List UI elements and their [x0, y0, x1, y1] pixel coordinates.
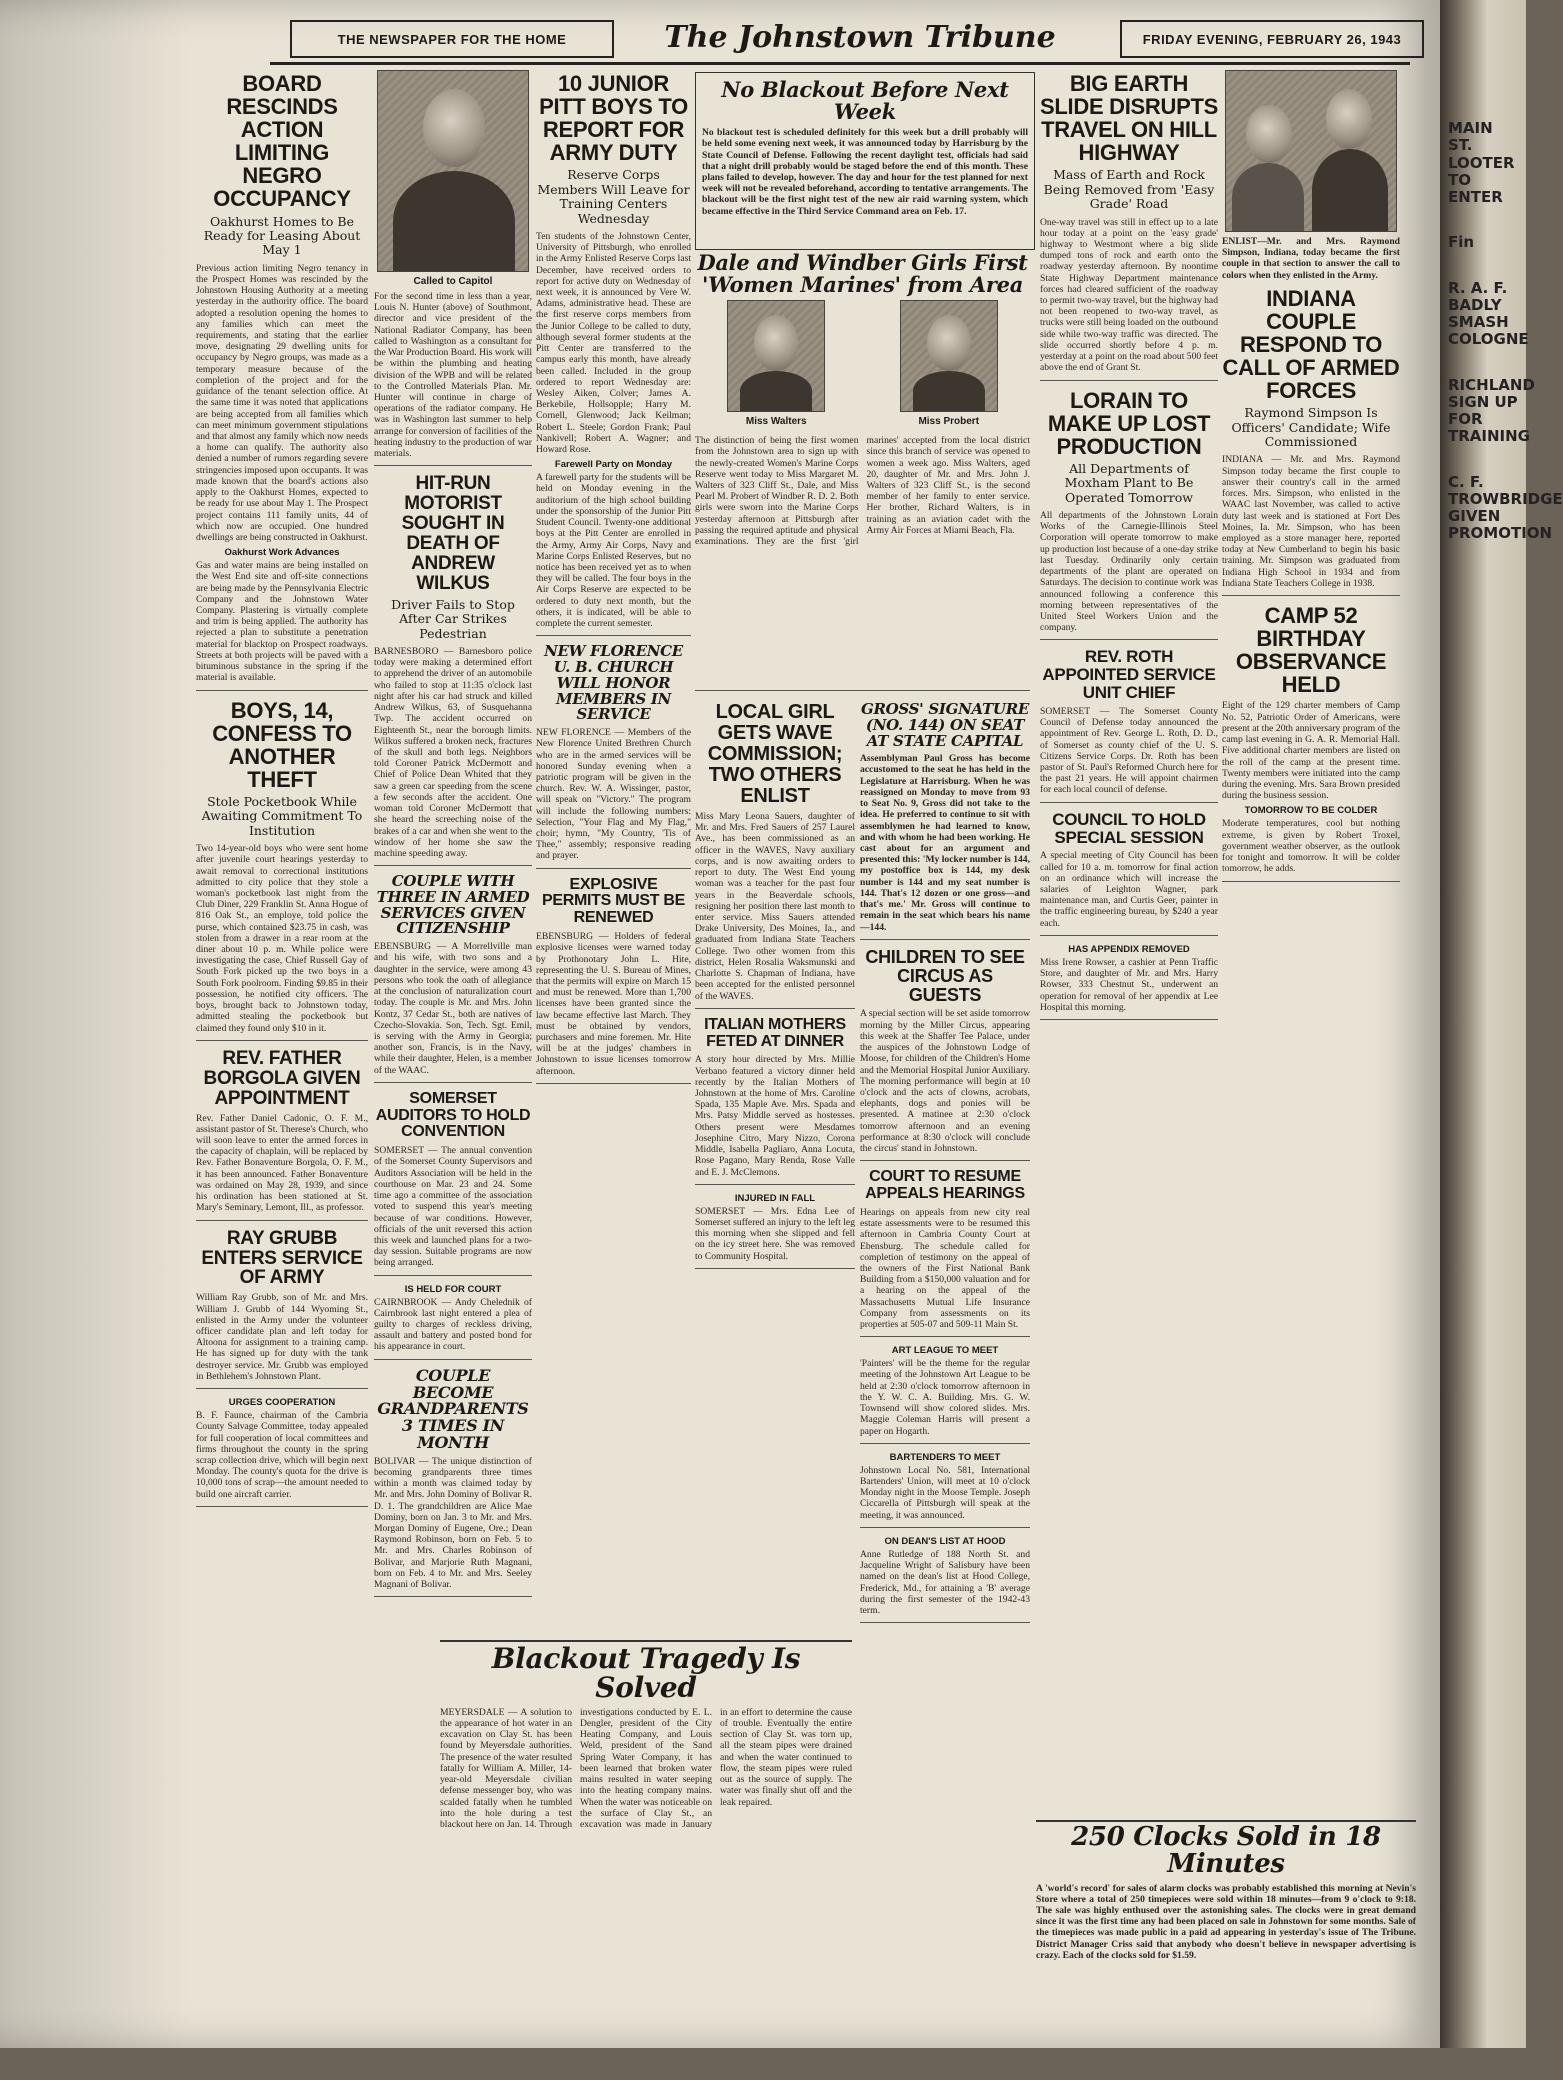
headline: ART LEAGUE TO MEET — [891, 1345, 999, 1357]
article-rev-roth — [1040, 648, 1218, 802]
article-body: A special meeting of City Council has been called for 10 a. m. tomorrow for final action on an ordinance which will increase the salaries of Leighton Wagner, park maintenance man, and Curtis Geer, painter in the traffic engineering bureau, by $240 a year each. — [1040, 850, 1218, 929]
article-body: BOLIVAR — The unique distinction of becoming grandparents three times within a month was claimed today by Mr. and Mrs. John Dominy of Bolivar R. D. 1. The grandchildren are Alice Mae Dominy, born on Jan. 3 to Mr. and Mrs. Morgan Dominy of Eugene, Ore.; Dean Raymond Robinson, born on Feb. 5 to Mr. and Mrs. Charles Robinson of Bolivar, and Marjorie Ruth Magnani, born on Feb. 4 to Mr. and Mrs. Seeley Magnani of Bolivar. — [374, 1455, 532, 1591]
headline: COUPLE BECOME GRANDPARENTS 3 TIMES IN MONTH — [377, 1365, 529, 1452]
article-body: EBENSBURG — A Morrellville man and his wife, with two sons and a daughter in the service, were among 43 persons who took the oath of allegiance at the conclusion of naturalization court today. The couple is Mr. and Mrs. John Kontz, 37 Cedar St., both are natives of Czecho-Slovakia. Son, Tech. Sgt. Emil, is serving with the Army in Georgia; another son, Francis, is in the Navy, while their daughter, Helen, is a member of the WAAC. — [374, 941, 532, 1076]
article-women-marines — [695, 250, 1030, 691]
article-circus — [860, 948, 1030, 1162]
article-body: CAIRNBROOK — Andy Chelednik of Cairnbrook last night entered a plea of guilty to charges of reckless driving, assault and battery and posted bond for his appearance in court. — [374, 1296, 532, 1353]
page-binding — [1440, 0, 1563, 2048]
headline: BARTENDERS TO MEET — [889, 1451, 1001, 1463]
article-body: Anne Rutledge of 188 North St. and Jacqueline Wright of Salisbury have been named on the dean's list at Hood College, Frederick, Md., for attaining a 'B' average during the first semester of the 1942-43 term. — [860, 1548, 1030, 1616]
article-deans-list — [860, 1536, 1030, 1623]
column-5-lower — [860, 700, 1030, 2080]
probert-head — [927, 315, 971, 371]
headline: COUNCIL TO HOLD SPECIAL SESSION — [1052, 809, 1206, 847]
headline: COURT TO RESUME APPEALS HEARINGS — [865, 1168, 1025, 1203]
deck: Driver Fails to Stop After Car Strikes Pedestrian — [391, 596, 515, 641]
masthead-rule — [270, 62, 1410, 65]
marines-photos — [695, 300, 1030, 431]
article-earth-slide — [1040, 72, 1218, 381]
headline: INDIANA COUPLE RESPOND TO CALL OF ARMED FORCES — [1222, 285, 1400, 404]
headline: BIG EARTH SLIDE DISRUPTS TRAVEL ON HILL HIGHWAY — [1040, 71, 1218, 166]
headline: Blackout Tragedy Is Solved — [491, 1642, 801, 1705]
article-body: Hearings on appeals from new city real estate assessments were to be resumed this afternoon in Cambria County Court at Ebensburg. The schedule called for completion of testimony on the appeal of the owners of the First National Bank Building from a $150,000 valuation and for a hearing on the appeal of the Massachusetts Mutual Life Insurance Company from assessments on its properties at 505-07 and 509-11 Main St. — [860, 1206, 1030, 1331]
headline: CHILDREN TO SEE CIRCUS AS GUESTS — [865, 946, 1025, 1005]
article-gross-signature — [860, 702, 1030, 940]
article-italian-mothers — [695, 1017, 855, 1185]
headline: NEW FLORENCE U. B. CHURCH WILL HONOR MEMBERS IN SERVICE — [544, 642, 683, 724]
headline: ITALIAN MOTHERS FETED AT DINNER — [704, 1015, 846, 1050]
headline: HAS APPENDIX REMOVED — [1068, 943, 1190, 955]
article-body: All departments of the Johnstown Lorain Works of the Carnegie-Illinois Steel Corporation will operate tomorrow to make up production lost because of a one-day strike last Tuesday. Ordinarily only certain departments of the plant are operated on Saturdays. The decision to continue work was announced following a conference this morning between representatives of the United Steel Workers Union and the company. — [1040, 509, 1218, 634]
photo-walters-wrap — [695, 300, 858, 431]
photo-probert-wrap — [868, 300, 1031, 431]
photo-caption: ENLIST—Mr. and Mrs. Raymond Simpson, Indiana, today became the first couple in that section to answer the call to colors when they enlisted in the Army. — [1222, 236, 1400, 281]
article-urges-cooperation — [196, 1397, 368, 1507]
article-body: A 'world's record' for sales of alarm clocks was probably established this morning at Nevin's Store where a total of 250 timepieces were sold within 18 minutes—from 9 o'clock to 9:18. The sale was highly enthused over the astonishing sales. The clocks were in great demand since it was the first time any had been placed on sale in Johnstown for some months. Sale of the timepieces was made public in a paid ad appearing in yesterday's issue of The Tribune. District Manager Criss said that anybody who doesn't believe in newspaper advertising is crazy. Each of the clocks sold for $1.59. — [1036, 1882, 1416, 1961]
article-wave-commission — [695, 702, 855, 1009]
article-boys-confess — [196, 699, 368, 1041]
article-hunter — [374, 291, 532, 466]
headline: IS HELD FOR COURT — [404, 1283, 502, 1295]
article-body: For the second time in less than a year, Louis N. Hunter (above) of Southmont, director and vice president of the National Radiator Company, has been called to Washington as a consultant for the War Production Board. His work will be within the plumbing and heating division of the WPB and will be related to the Controlled Materials Plan. Mr. Hunter will continue in charge of operations of the radiator company. He was in Washington last summer to help arrange for conversion of facilities of the heating industry to the production of war materials. — [374, 291, 532, 460]
adjacent-headline: C. F. TROWBRIDGE GIVEN PROMOTION — [1448, 472, 1563, 543]
article-body: William Ray Grubb, son of Mr. and Mrs. William J. Grubb of 144 Wyoming St., enlisted in the Army under the volunteer officer candidate plan and left today for Altoona for assignment to a training camp. He has signed up for duty with the tank destroyer service. Mr. Grubb was employed in Bethlehem's Johnstown Plant. — [196, 1292, 368, 1382]
headline: LOCAL GIRL GETS WAVE COMMISSION; TWO OTHERS ENLIST — [707, 701, 843, 807]
article-body: SOMERSET — The annual convention of the Somerset County Supervisors and Auditors Association will be held in the courthouse on Mar. 23 and 24. Some time ago a committee of the association voted to suspend this year's meeting because of war conditions. However, officials of the unit reversed this action this week and launched plans for a two-day session. Suitable programs are now being arranged. — [374, 1145, 532, 1269]
article-clocks — [1036, 1820, 1416, 2037]
simpson-husband-body — [1312, 149, 1388, 231]
article-art-league — [860, 1345, 1030, 1444]
article-ray-grubb — [196, 1229, 368, 1390]
article-blackout-tragedy — [440, 1640, 852, 2042]
simpson-photo — [1225, 70, 1397, 232]
article-body: SOMERSET — Mrs. Edna Lee of Somerset suffered an injury to the left leg this morning when she slipped and fell on the icy street here. She was removed to Community Hospital. — [695, 1205, 855, 1262]
photo-caption: Called to Capitol — [413, 276, 493, 287]
headline: CAMP 52 BIRTHDAY OBSERVANCE HELD — [1235, 603, 1387, 698]
portrait-head — [423, 89, 485, 167]
deck: Raymond Simpson Is Officers' Candidate; Wife Commissioned — [1231, 405, 1391, 450]
article-council — [1040, 811, 1218, 936]
article-body: Gas and water mains are being installed on the West End site and off-site connections are being made by the Pennsylvania Electric Company and the Johnstown Water Company. Plastering is virtually complete and trim is being applied. The authority has rejected a plan to substitute a penetration material for blacktop on Prospect roadways. Streets at both projects will be paved with a bituminous substance in the spring if the material is available. — [196, 560, 368, 684]
headline: Dale and Windber Girls First 'Women Marines' from Area — [697, 250, 1028, 298]
headline: REV. ROTH APPOINTED SERVICE UNIT CHIEF — [1042, 647, 1216, 703]
headline: BOYS, 14, CONFESS TO ANOTHER THEFT — [212, 697, 352, 792]
simpson-wife-head — [1246, 105, 1292, 163]
headline: COUPLE WITH THREE IN ARMED SERVICES GIVEN CITIZENSHIP — [376, 872, 530, 938]
article-appeals — [860, 1169, 1030, 1337]
column-7 — [1222, 70, 1400, 1800]
subhead: Farewell Party on Monday — [554, 459, 673, 471]
headline: GROSS' SIGNATURE (NO. 144) ON SEAT AT STATE CAPITAL — [860, 700, 1030, 750]
adjacent-headline: MAIN ST. LOOTER TO ENTER — [1448, 119, 1515, 206]
article-body: A story hour directed by Mrs. Millie Verbano featured a victory dinner held recently by the Italian Mothers of Johnstown at the home of Mrs. Caroline Spada, 135 Maple Ave. Mrs. Spada and Mrs. Patsy Middle served as hostesses. Others present were Mesdames Josephine Citro, Mary Nizzo, Corona Middle, Isabella Pagliaro, Anna Locuta, Rose Pagano, Mary Renda, Rose Valle and E. J. McClemons. — [695, 1054, 855, 1178]
article-body: Miss Mary Leona Sauers, daughter of Mr. and Mrs. Fred Sauers of 257 Laurel Ave., has been commissioned as an officer in the WAVES, Navy auxiliary corps, and is now awaiting orders to report to duty. The West End young woman was a teacher for the past four years in the Beaverdale schools, resigning her position there last month to enter service. Miss Sauers attended Drake University, Des Moines, Ia., and graduated from Indiana State Teachers College. Two other women from this district, Helen Rosalia Waksmunski and Charlotte S. Chapman of Indiana, have been accepted for the enlisted personnel of the WAVES. — [695, 811, 855, 1002]
article-body: Eight of the 129 charter members of Camp No. 52, Patriotic Order of Americans, were present at the 20th anniversary program of the camp last evening in G. A. R. Memorial Hall. Five additional charter members are listed on the roll of the camp at the present time. Twenty members were initiated into the camp during the evening. Mrs. Sara Brown presided during the business session. — [1222, 700, 1400, 802]
article-body: 'Painters' will be the theme for the regular meeting of the Johnstown Art League to be held at 2:30 o'clock tomorrow afternoon in the Y. W. C. A. Building. Mrs. G. W. Townsend will show colored slides. Mrs. Maggie Coleman Harris will present a paper on Hogarth. — [860, 1358, 1030, 1437]
portrait-suit — [393, 171, 515, 271]
article-lorain — [1040, 389, 1218, 641]
article-hit-run — [374, 474, 532, 866]
adjacent-headline: RICHLAND SIGN UP FOR TRAINING — [1448, 375, 1535, 446]
headline: BOARD RESCINDS ACTION LIMITING NEGRO OCCUPANCY — [213, 71, 351, 212]
article-pitt-boys — [536, 72, 691, 636]
article-body: Two 14-year-old boys who were sent home after juvenile court hearings yesterday to await removal to correctional institutions admitted to city police that they stole a woman's pocketbook last night from the Club Diner, 229 Franklin St. Anna Hogue of 816 Oak St., an employe, told police the purse, which contained $23.75 in cash, was stolen from a drawer in a rear room at the diner about 10 p. m. While police were investigating the case, Chief Russell Gay of South Fork picked up the two boys in a South Fork poolroom. Finding $9.85 in their possession, he notified city officers. The boys, brought back to Johnstown today, admitted stealing the pocketbook but claimed they found only $10 in it. — [196, 843, 368, 1034]
column-6 — [1040, 70, 1218, 1800]
deck: Stole Pocketbook While Awaiting Commitment To Institution — [201, 793, 363, 838]
article-body: The distinction of being the first women from the Johnstown area to sign up with the newly-created Women's Marine Corps Reserve went today to Miss Margaret M. Walters of 323 Cliff St., Dale, and Miss Pearl M. Probert of Windber R. D. 2. Both girls were sworn into the Marine Corps yesterday afternoon at Pittsburgh after passing the required aptitude and physical examinations. They are the first 'girl marines' accepted from the local district since this branch of service was opened to women a week ago. Miss Walters, aged 20, daughter of Mr. and Mrs. John J. Walters of 323 Cliff St., is the second member of her family to enter service. Her brother, Richard Walters, is in training as an aviation cadet with the Army Air Forces at Miami Beach, Fla. — [695, 435, 1030, 548]
article-explosive-permits — [536, 877, 691, 1084]
headline: URGES COOPERATION — [228, 1397, 336, 1409]
headline: EXPLOSIVE PERMITS MUST BE RENEWED — [541, 875, 686, 927]
article-body: INDIANA — Mr. and Mrs. Raymond Simpson today became the first couple to answer their country's call in the armed forces. Mrs. Simpson, who enlisted in the WAAC last November, was called to active duty last week and is stationed at Fort Des Moines, Ia. Mr. Simpson, who has been employed as a store manager here, reported today at New Cumberland to begin his basic training. Mr. Simpson was graduated from Indiana High School in 1934 and from Indiana State Teachers College in 1938. — [1222, 454, 1400, 589]
masthead-date: FRIDAY EVENING, FEBRUARY 26, 1943 — [1120, 20, 1424, 58]
article-body: Rev. Father Daniel Cadonic, O. F. M., assistant pastor of St. Therese's Church, who will soon leave to enter the armed forces in the capacity of chaplain, will be replaced by Rev. Father Bonaventure Borgola, O. F. M., it has been announced. Father Bonaventure was ordained on May 28, 1939, and since his ordination has been stationed at St. Mary's Seminary, Lemont, Ill., as professor. — [196, 1112, 368, 1214]
article-body: B. F. Faunce, chairman of the Cambria County Salvage Committee, today appealed for full cooperation of local committees and firms throughout the county in the spring scrap collection drive, which will begin next Monday. The county's quota for the drive is 10,000 tons of scrap—the amount needed to build one aircraft carrier. — [196, 1410, 368, 1500]
article-body: SOMERSET — The Somerset County Council of Defense today announced the appointment of Rev. George L. Roth, D. D., of Somerset as county chief of the U. S. Citizens Service Corps. Dr. Roth has been pastor of St. Paul's Reformed Church here for the past 21 years. He will appoint chairmen for each local council of defense. — [1040, 705, 1218, 796]
photo-walters — [727, 300, 825, 412]
deck: Oakhurst Homes to Be Ready for Leasing About May 1 — [203, 213, 361, 258]
article-body: Ten students of the Johnstown Center, University of Pittsburgh, who enrolled in the Army Enlisted Reserve Corps last December, have received orders to report for active duty on Wednesday of next week, it is announced by Vere W. Adams, administrative head. These are the first reserve corps members from the Junior College to be called to duty, although several former students at the Pitt Center are transferred to the campus early this month, have already been called. Included in the group ordered to report Wednesday are: Wesley Aiken, Colver; James A. Berkebile, Hollsopple; Harry M. Cornell, Glenwood; Jack Keilman; Robert L. Steele; Gordon Frank; Paul Nankivell; Robert A. Wagner; and Howard Rose. — [536, 230, 691, 456]
column-4-lower — [695, 700, 855, 1560]
article-body: BARNESBORO — Barnesboro police today were making a determined effort to apprehend the driver of an automobile who failed to stop at 11:35 o'clock last night after his car had struck and killed Andrew Wilkus, 63, of Susquehanna Twp. The accident occurred on Eighteenth St., near the borough limits. Wilkus suffered a broken neck, fractures of the skull and both legs. Neighbors told Coroner Patrick McDermott and Chief of Police Dean Whited that they saw a green car speeding from the scene a few seconds after the accident. One woman told Coroner McDermott that she heard the screeching noise of the brakes of a car and when she went to the window of her home she saw the machine speeding away. — [374, 646, 532, 859]
article-body: Previous action limiting Negro tenancy in the Prospect Homes was rescinded by the Johnstown Housing Authority at a meeting yesterday in the authority office. The board adopted a resolution opening the homes to any families which can meet the requirements, and stating that the earlier move, designating 29 dwelling units for occupancy by Negro groups, was made as a temporary measure because of the completion of the project and for the guidance of the tenant selection office. At the same time it was noted that applications are being accepted from all families which can meet minimum government stipulations and that almost any family which now needs a home can qualify. The authority also denied a number of rumors regarding severe stringencies imposed upon occupants. It was made known that the board's actions also apply to the Oakhurst Homes, expected to be ready for use about May 1. The Prospect project contains 111 family units, 44 of which now are occupied. One hundred dwellings are being constructed in Oakhurst. — [196, 262, 368, 543]
article-somerset-auditors — [374, 1091, 532, 1276]
headline: RAY GRUBB ENTERS SERVICE OF ARMY — [201, 1227, 363, 1289]
article-body: Assemblyman Paul Gross has become accustomed to the seat he has held in the Legislature at Harrisburg. When he was reassigned on Monday to move from 93 to Seat No. 9, Gross did not take to the idea. He preferred to continue to sit with assemblymen he had learned to know, and with whom he had been working. He cast about for an argument and presented this: 'My locker number is 144, my postoffice box is 144, my desk number is 144 and my seat number is 144. That's 12 dozen or one gross—and that's me.' Mr. Gross will continue to remain in the seat which bears his name—144. — [860, 753, 1030, 933]
headline: ON DEAN'S LIST AT HOOD — [884, 1535, 1006, 1547]
article-body: EBENSBURG — Holders of federal explosive licenses were warned today by Prothonotary John L. Hite, representing the U. S. Bureau of Mines, that the permits will expire on March 15 and must be renewed. More than 1,700 licenses have been granted since the law became effective last March. They must be obtained by vendors, purchasers and mine foremen. Mr. Hite will be at the judges' chambers in Johnstown to issue licenses tomorrow afternoon. — [536, 931, 691, 1077]
subhead: TOMORROW TO BE COLDER — [1244, 805, 1378, 817]
adjacent-headline: Fin — [1448, 233, 1475, 252]
page-shadow — [0, 0, 190, 2048]
column-3 — [536, 70, 691, 1630]
article-body: One-way travel was still in effect up to a late hour today at a point on the 'easy grade' highway to Westmont where a big slide dumped tons of rock and earth onto the roadway yesterday afternoon. By noontime State Highway Department maintenance forces had cleared sufficient of the roadway to permit two-way travel, but the highway had not been reopened to two-way travel, as trucks were still being loaded on the outbound side while two-way traffic was directed. The slide occurred shortly before 4 p. m. yesterday at a point on the road about 500 feet above the end of Grant St. — [1040, 216, 1218, 374]
article-bartenders — [860, 1452, 1030, 1528]
headline: REV. FATHER BORGOLA GIVEN APPOINTMENT — [203, 1047, 361, 1109]
article-appendix — [1040, 944, 1218, 1020]
walters-suit — [740, 371, 812, 411]
article-body: MEYERSDALE — A solution to the appearance of hot water in an excavation on Clay St. has been found by Meyersdale authorities. The presence of the water resulted fatally for William A. Miller, 14-year-old Meyersdale civilian defense messenger boy, who was scalded fatally when he tumbled into the hole during a test blackout here on Jan. 14. Through investigations conducted by E. L. Dengler, president of the City Heating Company, and Louis Weld, president of the Sand Spring Water Company, it has been learned that broken water mains resulted in water seeping into the heating company mains. When the water was noticeable on the surface of Clay St., an excavation was made in January in an effort to determine the cause of trouble. Eventually the entire section of Clay St. was torn up, all the steam pipes were drained and when the water continued to flow, the steam pipes were ruled out as the source of supply. The water was finally shut off and the leak repaired. — [440, 1706, 852, 1830]
article-citizenship — [374, 874, 532, 1083]
article-new-florence — [536, 644, 691, 868]
deck: Mass of Earth and Rock Being Removed from 'Easy Grade' Road — [1043, 167, 1215, 212]
subhead: Oakhurst Work Advances — [224, 547, 340, 559]
simpson-husband-head — [1326, 89, 1372, 149]
article-grandparents — [374, 1365, 532, 1598]
article-no-blackout — [695, 72, 1035, 250]
adjacent-page-text — [1448, 119, 1563, 571]
headline: SOMERSET AUDITORS TO HOLD CONVENTION — [375, 1089, 531, 1141]
article-body: Johnstown Local No. 581, International Bartenders' Union, will meet at 10 o'clock Monday night in the Moose Temple. Joseph Ciccarella of Pittsburgh will speak at the meeting, it was announced. — [860, 1464, 1030, 1521]
article-injured-fall — [695, 1193, 855, 1269]
column-1 — [196, 70, 368, 2000]
headline: 250 Clocks Sold in 18 Minutes — [1071, 1822, 1381, 1880]
newspaper-title: The Johnstown Tribune — [664, 20, 1056, 55]
headline: HIT-RUN MOTORIST SOUGHT IN DEATH OF ANDREW WILKUS — [401, 473, 505, 594]
article-father-borgola — [196, 1049, 368, 1221]
article-indiana-couple — [1222, 287, 1400, 596]
article-held-for-court — [374, 1284, 532, 1360]
headline: INJURED IN FALL — [734, 1192, 816, 1204]
article-body: NEW FLORENCE — Members of the New Florence United Brethren Church who are in the armed services will be honored Sunday evening when a patriotic program will be given in the church. Rev. W. A. Wissinger, pastor, will speak on "Victory." The program will include the following numbers: Selection, "Your Flag and My Flag," choir; hymn, "My Country, 'Tis of Thee," assembly; responsive reading and prayer. — [536, 727, 691, 862]
portrait-photo — [377, 70, 529, 272]
masthead-slogan: THE NEWSPAPER FOR THE HOME — [290, 20, 614, 58]
article-board-rescinds — [196, 72, 368, 691]
photo-caption: Miss Probert — [918, 416, 980, 428]
article-body: No blackout test is scheduled definitely for this week but a drill probably will be held some evening next week, it was announced today by Harrisburg by the State Council of Defense. Following the recent daylight test, officials had said that a night drill probably would be staged before the end of this month. These plans failed to develop, however. The day and hour for the test planned for next week will not be revealed beforehand, according to tentative arrangements. The blackout will be the first night test of the new air raid warning system, which became effective in the Third Service Command area on Feb. 17. — [702, 127, 1028, 217]
deck: All Departments of Moxham Plant to Be Operated Tomorrow — [1064, 460, 1194, 505]
article-camp-52 — [1222, 604, 1400, 881]
photo-caption: Miss Walters — [745, 416, 807, 428]
deck: Reserve Corps Members Will Leave for Training Centers Wednesday — [537, 167, 690, 226]
article-body: A special section will be set aside tomorrow morning by the Miller Circus, appearing this week at the Shaffer Tee Palace, under the auspices of the Johnstown Lodge of Moose, for children of the Children's Home and the Memorial Hospital Junior Auxiliary. The morning performance will begin at 10 o'clock and the acts of clowns, acrobats, elephants, dogs and ponies will be presented. A matinee at 2:30 o'clock tomorrow afternoon and an evening performance at 8:30 o'clock will conclude the circus' stand in Johnstown. — [860, 1008, 1030, 1155]
probert-suit — [913, 371, 985, 411]
photo-probert — [900, 300, 998, 412]
article-body: A farewell party for the students will be held on Monday evening in the auditorium of the high school building under the sponsorship of the Junior Pitt Student Council. Twenty-one additional boys at the Pitt Center are enrolled in the Army, Army Air Corps, Navy and Marine Corps Enlisted Reserves, but no notice has been received yet as to when they will be called. The four boys in the Air Corps Reserve are expected to be ordered to duty next month, but the others, it is indicated, will be able to complete the current semester. — [536, 472, 691, 630]
walters-head — [754, 315, 798, 371]
article-body: Miss Irene Rowser, a cashier at Penn Traffic Store, and daughter of Mr. and Mrs. Harry Rowser, 333 Chestnut St., underwent an operation for removal of her appendix at Lee Hospital this morning. — [1040, 956, 1218, 1013]
adjacent-headline: R. A. F. BADLY SMASH COLOGNE — [1448, 278, 1529, 349]
headline: No Blackout Before Next Week — [721, 77, 1009, 125]
masthead — [30, 20, 1410, 60]
article-body: Moderate temperatures, cool but nothing extreme, is given by Robert Troxel, government weather observer, as the outlook for tonight and tomorrow. It will be colder tomorrow, he adds. — [1222, 818, 1400, 875]
headline: 10 JUNIOR PITT BOYS TO REPORT FOR ARMY DUTY — [539, 71, 688, 166]
headline: LORAIN TO MAKE UP LOST PRODUCTION — [1047, 387, 1211, 459]
simpson-wife-body — [1232, 163, 1304, 231]
